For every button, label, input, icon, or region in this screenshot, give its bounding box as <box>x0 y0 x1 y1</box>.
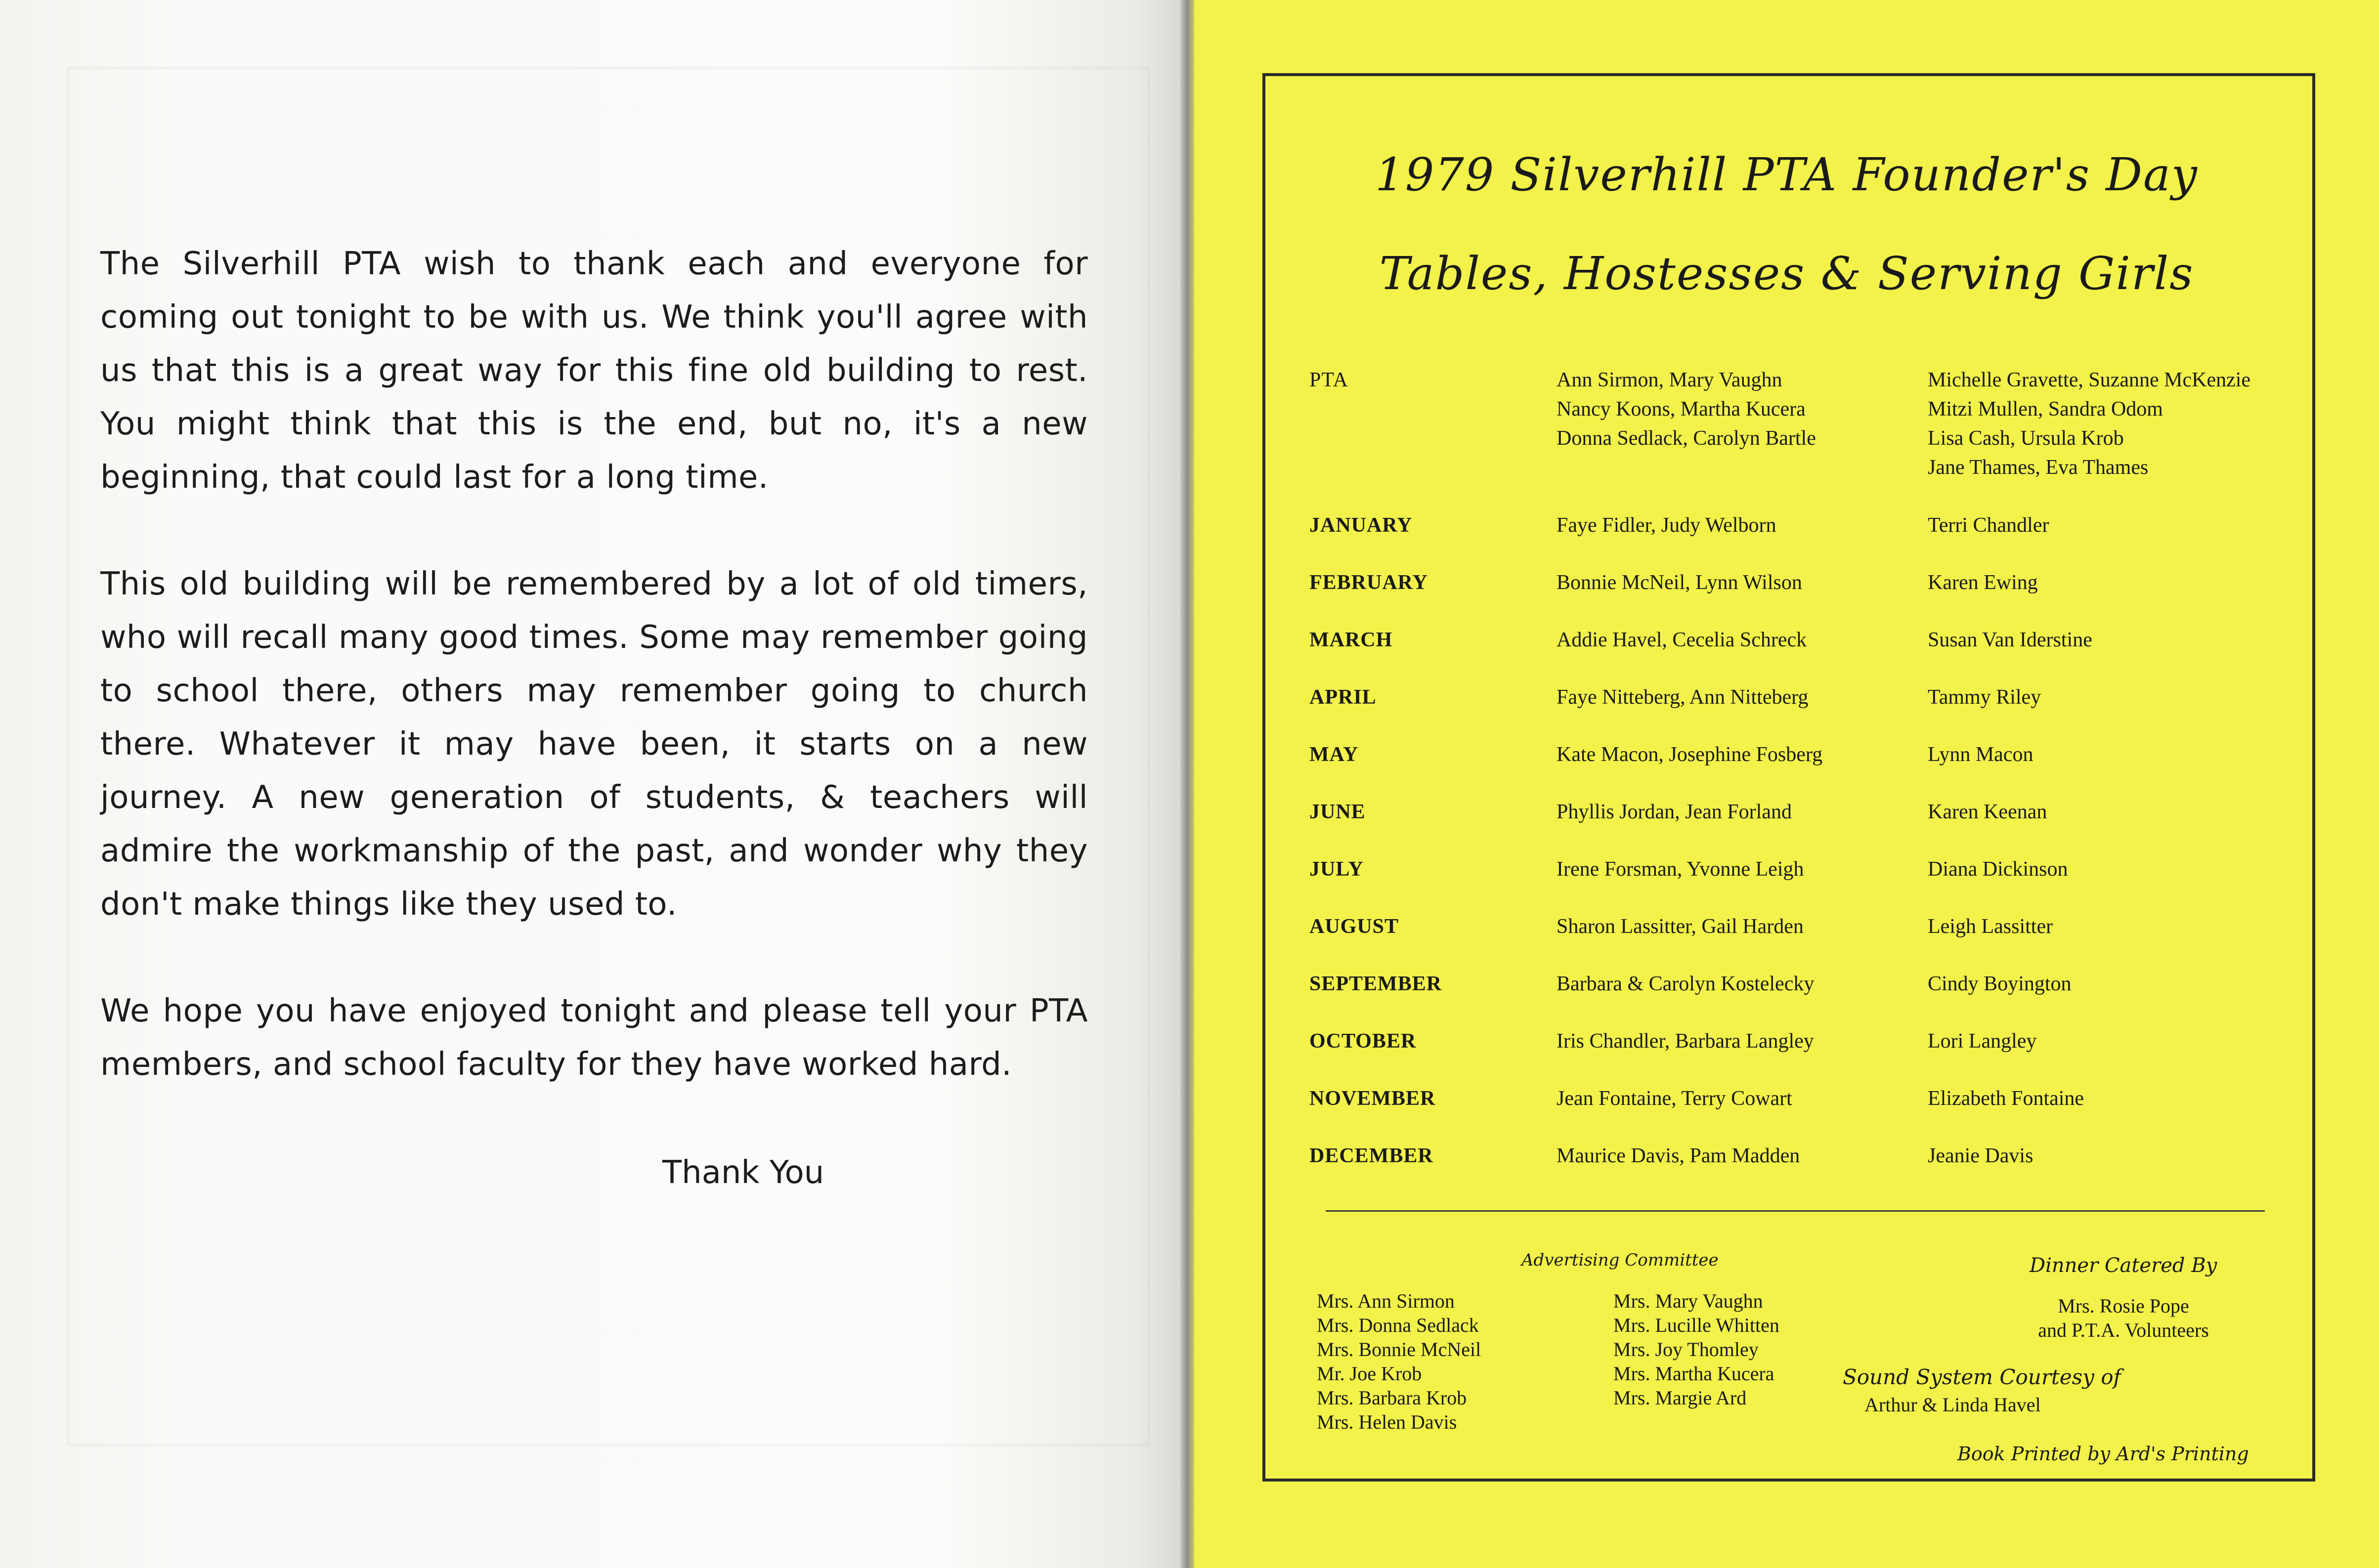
committee-member: Mrs. Bonnie McNeil <box>1317 1338 1481 1360</box>
month-hostesses: Iris Chandler, Barbara Langley <box>1557 1030 1814 1053</box>
month-hostesses: Faye Fidler, Judy Welborn <box>1557 514 1776 537</box>
month-label: MARCH <box>1309 629 1393 651</box>
month-label: JULY <box>1309 858 1364 881</box>
pta-girl-line: Mitzi Mullen, Sandra Odom <box>1928 398 2163 421</box>
month-serving-girls: Lynn Macon <box>1928 743 2033 766</box>
caterer-line: and P.T.A. Volunteers <box>2038 1319 2209 1341</box>
month-label: JANUARY <box>1309 514 1413 537</box>
committee-member: Mrs. Helen Davis <box>1317 1411 1457 1433</box>
advertising-committee-heading: Advertising Committee <box>1521 1250 1719 1270</box>
committee-member: Mr. Joe Krob <box>1317 1362 1422 1385</box>
month-label: JUNE <box>1309 801 1366 823</box>
month-hostesses: Irene Forsman, Yvonne Leigh <box>1557 858 1804 881</box>
month-hostesses: Sharon Lassitter, Gail Harden <box>1557 915 1804 938</box>
pta-hostesses <box>1557 366 1816 453</box>
page-title-line-1: 1979 Silverhill PTA Founder's Day <box>1375 148 2198 201</box>
month-serving-girls: Karen Ewing <box>1928 571 2038 594</box>
month-hostesses: Maurice Davis, Pam Madden <box>1557 1144 1800 1167</box>
advertising-list-col-2 <box>1613 1289 1779 1410</box>
pta-hostess-line: Ann Sirmon, Mary Vaughn <box>1557 369 1782 391</box>
book-gutter <box>1180 0 1194 1568</box>
month-hostesses: Phyllis Jordan, Jean Forland <box>1557 801 1792 823</box>
right-page <box>1194 0 2379 1568</box>
month-serving-girls: Cindy Boyington <box>1928 973 2072 995</box>
month-label: FEBRUARY <box>1309 571 1428 594</box>
month-serving-girls: Tammy Riley <box>1928 686 2041 709</box>
advertising-list-col-1 <box>1317 1289 1481 1434</box>
month-serving-girls: Terri Chandler <box>1928 514 2049 537</box>
month-serving-girls: Diana Dickinson <box>1928 858 2068 881</box>
pta-girl-line: Lisa Cash, Ursula Krob <box>1928 427 2124 450</box>
month-hostesses: Kate Macon, Josephine Fosberg <box>1557 743 1823 766</box>
row-label-pta: PTA <box>1309 369 1348 391</box>
month-label: MAY <box>1309 743 1359 766</box>
month-hostesses: Bonnie McNeil, Lynn Wilson <box>1557 571 1802 594</box>
month-hostesses: Addie Havel, Cecelia Schreck <box>1557 629 1807 651</box>
month-serving-girls: Elizabeth Fontaine <box>1928 1087 2084 1110</box>
month-label: DECEMBER <box>1309 1144 1433 1167</box>
pta-hostess-line: Donna Sedlack, Carolyn Bartle <box>1557 427 1816 450</box>
pta-girl-line: Michelle Gravette, Suzanne McKenzie <box>1928 369 2251 391</box>
month-label: APRIL <box>1309 686 1377 709</box>
letter-paragraph-3: We hope you have enjoyed tonight and please tell your PTA members, and school faculty for they have worked hard. <box>100 993 1088 1083</box>
month-hostesses: Faye Nitteberg, Ann Nitteberg <box>1557 686 1809 709</box>
committee-member: Mrs. Donna Sedlack <box>1317 1314 1479 1336</box>
printed-by-credit: Book Printed by Ard's Printing <box>1957 1443 2249 1465</box>
dinner-caterers <box>1985 1294 2262 1342</box>
committee-member: Mrs. Lucille Whitten <box>1613 1314 1779 1336</box>
pta-serving-girls <box>1928 366 2250 482</box>
letter-closing: Thank You <box>662 1154 824 1191</box>
month-label: AUGUST <box>1309 915 1399 938</box>
committee-member: Mrs. Joy Thomley <box>1613 1338 1759 1360</box>
month-hostesses: Jean Fontaine, Terry Cowart <box>1557 1087 1792 1110</box>
left-page <box>0 0 1180 1568</box>
month-serving-girls: Lori Langley <box>1928 1030 2037 1053</box>
month-serving-girls: Karen Keenan <box>1928 801 2047 823</box>
committee-member: Mrs. Margie Ard <box>1613 1387 1747 1409</box>
letter-paragraph-1: The Silverhill PTA wish to thank each and everyone for coming out tonight to be with us. We think you'll agree with us that this is a great way for this fine old building to rest. You might think that this is the end, but no, it's a new beginning, that could last for a long time. <box>100 246 1088 496</box>
committee-member: Mrs. Barbara Krob <box>1317 1387 1467 1409</box>
committee-member: Mrs. Ann Sirmon <box>1317 1290 1455 1312</box>
month-label: NOVEMBER <box>1309 1087 1436 1110</box>
pta-girl-line: Jane Thames, Eva Thames <box>1928 456 2149 479</box>
section-divider <box>1326 1210 2265 1212</box>
month-label: SEPTEMBER <box>1309 973 1442 995</box>
sound-system-heading: Sound System Courtesy of <box>1843 1365 2121 1389</box>
sound-system-credit: Arthur & Linda Havel <box>1864 1394 2041 1416</box>
dinner-catered-heading: Dinner Catered By <box>2030 1254 2217 1277</box>
committee-member: Mrs. Mary Vaughn <box>1613 1290 1763 1312</box>
month-hostesses: Barbara & Carolyn Kostelecky <box>1557 973 1815 995</box>
month-serving-girls: Jeanie Davis <box>1928 1144 2033 1167</box>
committee-member: Mrs. Martha Kucera <box>1613 1362 1774 1385</box>
page-title-line-2: Tables, Hostesses & Serving Girls <box>1379 247 2194 300</box>
caterer-line: Mrs. Rosie Pope <box>2058 1295 2189 1317</box>
letter-paragraph-2: This old building will be remembered by a lot of old timers, who will recall many good times. Some may remember going to school there, others may remember going to church there. Whatever it may have been, it starts on a new journey. A new generation of students, & teachers will admire the workmanship of the past, and wonder why they don't make things like they used to. <box>100 566 1088 923</box>
month-serving-girls: Susan Van Iderstine <box>1928 629 2092 651</box>
month-serving-girls: Leigh Lassitter <box>1928 915 2053 938</box>
pta-hostess-line: Nancy Koons, Martha Kucera <box>1557 398 1806 421</box>
thank-you-letter <box>100 237 1088 1144</box>
month-label: OCTOBER <box>1309 1030 1417 1053</box>
